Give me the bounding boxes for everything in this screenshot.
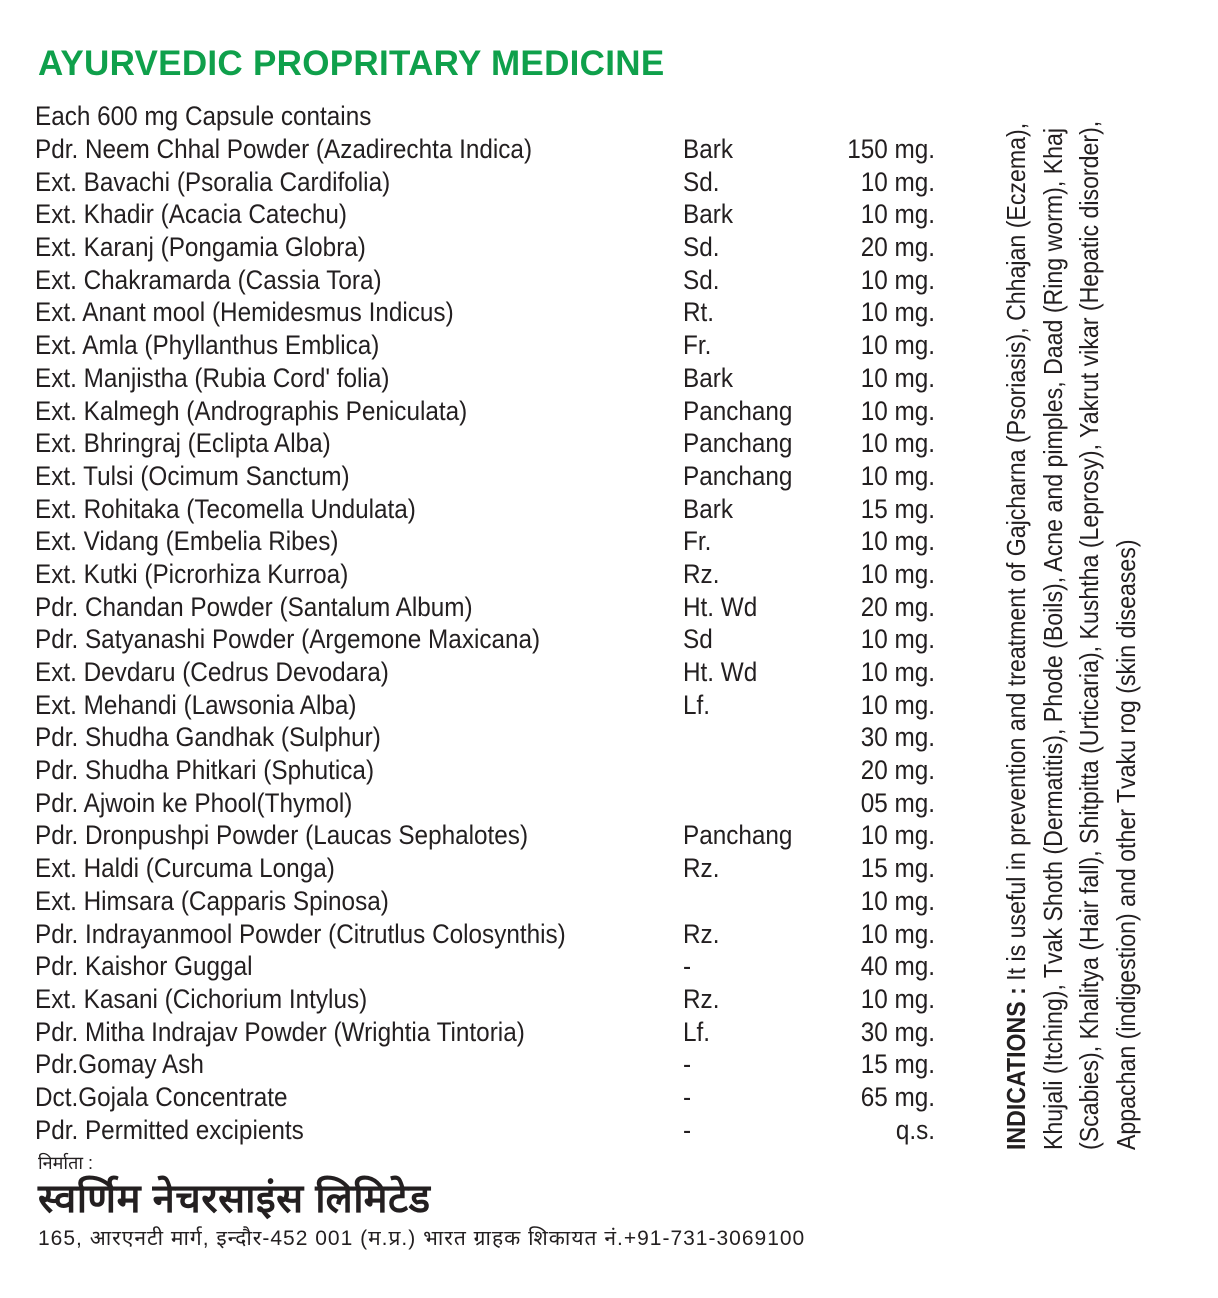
ingredient-name: Ext. Mehandi (Lawsonia Alba): [35, 689, 357, 720]
ingredient-name: Pdr. Chandan Powder (Santalum Album): [35, 591, 473, 622]
ingredient-row: [35, 591, 944, 624]
page-title: AYURVEDIC PROPRITARY MEDICINE: [38, 44, 665, 83]
ingredient-name: Ext. Vidang (Embelia Ribes): [35, 526, 339, 557]
ingredient-row: [35, 264, 944, 297]
ingredient-qty: 10 mg.: [860, 428, 935, 459]
ingredient-qty: 10 mg.: [860, 199, 935, 230]
ingredient-row: [35, 787, 944, 820]
ingredient-name: Dct.Gojala Concentrate: [35, 1081, 288, 1112]
ingredient-qty: 10 mg.: [860, 166, 935, 197]
ingredients-list: [35, 100, 945, 1146]
ingredient-qty: 10 mg.: [860, 689, 935, 720]
ingredient-row: [35, 525, 944, 558]
ingredient-part: Rt.: [683, 297, 715, 328]
ingredient-part: Lf.: [683, 689, 711, 720]
ingredient-row: [35, 623, 944, 656]
ingredient-row: [35, 395, 944, 428]
ingredient-part: Fr.: [683, 330, 712, 361]
ingredient-qty: 65 mg.: [860, 1081, 935, 1112]
ingredient-row: [35, 721, 944, 754]
ingredient-row: [35, 852, 944, 885]
ingredient-qty: 20 mg.: [860, 232, 935, 263]
ingredient-row: [35, 133, 944, 166]
ingredient-name: Ext. Anant mool (Hemidesmus Indicus): [35, 297, 454, 328]
ingredient-qty: q.s.: [895, 1114, 935, 1145]
ingredient-row: [35, 362, 944, 395]
ingredient-qty: 30 mg.: [860, 722, 935, 753]
ingredient-qty: 10 mg.: [860, 526, 935, 557]
ingredient-qty: 10 mg.: [860, 558, 935, 589]
ingredient-part: -: [683, 951, 692, 982]
manufacturer-label: निर्माता :: [38, 1153, 94, 1173]
ingredient-qty: 30 mg.: [860, 1016, 935, 1047]
capsule-intro: Each 600 mg Capsule contains: [35, 101, 372, 131]
ingredient-row: [35, 1016, 944, 1049]
ingredient-name: Pdr. Mitha Indrajav Powder (Wrightia Tintoria): [35, 1016, 525, 1047]
ingredient-name: Ext. Haldi (Curcuma Longa): [35, 853, 335, 884]
indications-label: INDICATIONS :: [1001, 987, 1031, 1150]
ingredient-qty: 10 mg.: [860, 918, 935, 949]
ingredient-part: Sd.: [683, 166, 720, 197]
ingredient-part: Sd.: [683, 232, 720, 263]
ingredient-qty: 15 mg.: [860, 853, 935, 884]
ingredient-row: [35, 885, 944, 918]
company-name: स्वर्णिम नेचरसाइंस लिमिटेड: [38, 1177, 431, 1221]
ingredient-name: Pdr. Indrayanmool Powder (Citrutlus Colosynthis): [35, 918, 566, 949]
ingredient-row: [35, 918, 944, 951]
ingredient-qty: 10 mg.: [860, 885, 935, 916]
ingredient-part: Fr.: [683, 526, 712, 557]
ingredient-part: Panchang: [683, 460, 793, 491]
indications-panel: [998, 90, 1183, 1150]
ingredient-row: [35, 296, 944, 329]
ingredient-part: Rz.: [683, 558, 720, 589]
ingredient-qty: 20 mg.: [860, 591, 935, 622]
ingredient-name: Pdr.Gomay Ash: [35, 1049, 204, 1080]
ingredient-name: Pdr. Neem Chhal Powder (Azadirechta Indica): [35, 134, 533, 164]
ingredient-part: Ht. Wd: [683, 591, 758, 622]
ingredient-name: Ext. Manjistha (Rubia Cord' folia): [35, 362, 390, 393]
ingredient-qty: 10 mg.: [860, 657, 935, 687]
ingredient-name: Ext. Kalmegh (Andrographis Peniculata): [35, 395, 468, 426]
ingredient-name: Ext. Bhringraj (Eclipta Alba): [35, 428, 331, 459]
ingredient-row: [35, 983, 944, 1016]
indications-text: [998, 109, 1144, 1150]
ingredient-row: [35, 819, 944, 852]
ingredient-qty: 150 mg.: [847, 134, 935, 164]
ingredient-name: Ext. Tulsi (Ocimum Sanctum): [35, 460, 350, 491]
ingredient-name: Pdr. Shudha Gandhak (Sulphur): [35, 722, 381, 753]
ingredient-part: Rz.: [683, 853, 720, 884]
ingredient-qty: 10 mg.: [860, 297, 935, 328]
ingredient-part: Rz.: [683, 918, 720, 949]
ingredient-row: [35, 1048, 944, 1081]
ingredient-qty: 15 mg.: [860, 493, 935, 524]
ingredient-qty: 10 mg.: [860, 264, 935, 295]
ingredient-part: Bark: [683, 362, 733, 393]
manufacturer-footer: [38, 1152, 805, 1254]
ingredient-part: Sd: [683, 624, 713, 655]
ingredient-part: Bark: [683, 199, 733, 230]
ingredient-row: [35, 656, 944, 689]
ingredient-row: [35, 231, 944, 264]
ingredient-part: -: [683, 1114, 692, 1145]
ingredient-name: Ext. Amla (Phyllanthus Emblica): [35, 330, 380, 361]
ingredient-name: Ext. Khadir (Acacia Catechu): [35, 199, 347, 230]
ingredient-row: [35, 558, 944, 591]
ingredient-name: Pdr. Permitted excipients: [35, 1114, 304, 1145]
ingredient-part: -: [683, 1049, 692, 1080]
ingredient-part: Bark: [683, 134, 733, 164]
ingredient-row: [35, 950, 944, 983]
ingredient-part: Rz.: [683, 983, 720, 1014]
ingredient-part: Sd.: [683, 264, 720, 295]
ingredient-part: -: [683, 1081, 692, 1112]
ingredient-row: [35, 754, 944, 787]
ingredient-name: Ext. Bavachi (Psoralia Cardifolia): [35, 166, 391, 197]
ingredient-row: [35, 166, 944, 199]
indications-body: It is useful in prevention and treatment of Gajcharna (Psoriasis), Chhajan (Eczema), Khujali (Itching), Tvak Shoth (Dermatitis), Phode (Boils), Acne and pimples, Daad (Ring worm), Khaj (Scabies), Khalitya (Hair fall), Shitpitta (Urticaria), Kushtha (Leprosy), Yakrut vikar (Hepatic disorder), Appachan (indigestion) and other Tvaku rog (skin diseases): [1001, 120, 1141, 1150]
ingredient-qty: 10 mg.: [860, 624, 935, 655]
ingredient-name: Pdr. Kaishor Guggal: [35, 951, 253, 982]
ingredient-name: Ext. Kutki (Picrorhiza Kurroa): [35, 558, 349, 589]
ingredient-qty: 10 mg.: [860, 820, 935, 851]
ingredient-row: [35, 329, 944, 362]
ingredient-name: Ext. Chakramarda (Cassia Tora): [35, 264, 382, 295]
ingredient-name: Ext. Rohitaka (Tecomella Undulata): [35, 493, 416, 524]
ingredient-qty: 15 mg.: [860, 1049, 935, 1080]
ingredient-row: [35, 493, 944, 526]
ingredient-qty: 05 mg.: [860, 787, 935, 818]
ingredient-row: [35, 1114, 944, 1147]
ingredient-qty: 10 mg.: [860, 983, 935, 1014]
ingredient-name: Pdr. Ajwoin ke Phool(Thymol): [35, 787, 353, 818]
ingredient-part: Panchang: [683, 395, 793, 426]
ingredient-row: [35, 1081, 944, 1114]
ingredient-name: Pdr. Dronpushpi Powder (Laucas Sephalotes): [35, 820, 529, 851]
ingredient-qty: 10 mg.: [860, 330, 935, 361]
ingredient-row: [35, 198, 944, 231]
ingredient-row: [35, 460, 944, 493]
ingredient-qty: 40 mg.: [860, 951, 935, 982]
ingredient-qty: 10 mg.: [860, 362, 935, 393]
ingredient-part: Panchang: [683, 820, 793, 851]
ingredient-part: Bark: [683, 493, 733, 524]
ingredient-name: Ext. Himsara (Capparis Spinosa): [35, 885, 389, 916]
ingredient-part: Ht. Wd: [683, 657, 758, 687]
ingredient-row: [35, 427, 944, 460]
ingredient-name: Pdr. Satyanashi Powder (Argemone Maxicana): [35, 624, 541, 655]
ingredient-name: Ext. Devdaru (Cedrus Devodara): [35, 657, 389, 687]
company-address: 165, आरएनटी मार्ग, इन्दौर-452 001 (म.प्र.) भारत ग्राहक शिकायत नं.+91-731-3069100: [38, 1227, 806, 1250]
ingredient-qty: 10 mg.: [860, 460, 935, 491]
ingredient-qty: 20 mg.: [860, 755, 935, 786]
ingredient-part: Panchang: [683, 428, 793, 459]
ingredient-name: Pdr. Shudha Phitkari (Sphutica): [35, 755, 375, 786]
ingredient-qty: 10 mg.: [860, 395, 935, 426]
ingredient-name: Ext. Karanj (Pongamia Globra): [35, 232, 366, 263]
ingredient-name: Ext. Kasani (Cichorium Intylus): [35, 983, 368, 1014]
ingredient-row: [35, 689, 944, 722]
ingredient-part: Lf.: [683, 1016, 711, 1047]
